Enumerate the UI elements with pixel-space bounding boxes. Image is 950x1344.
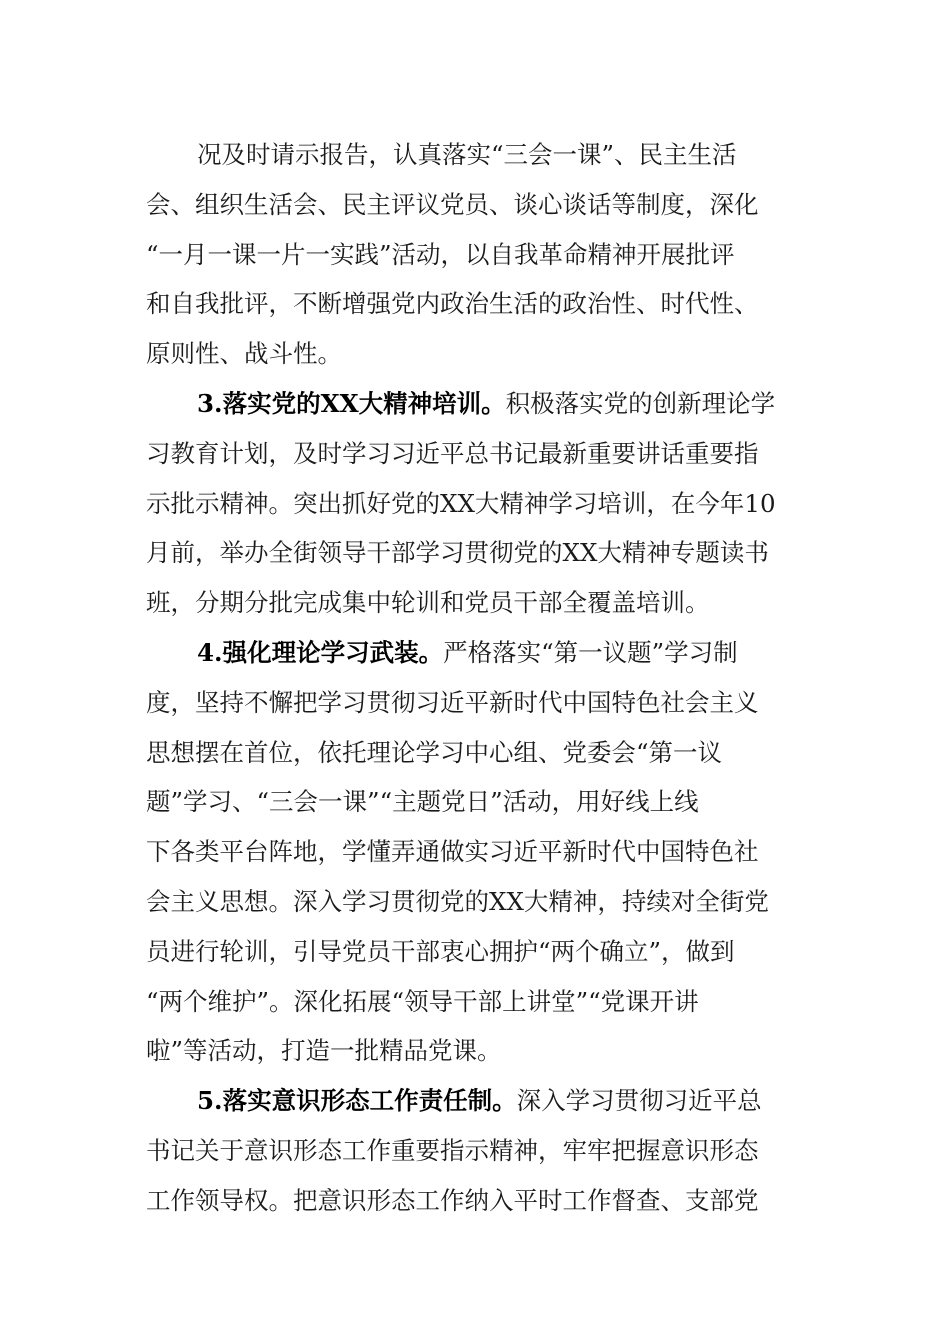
text-line (146, 628, 800, 678)
text-line: 班，分期分批完成集中轮训和党员干部全覆盖培训。 (146, 588, 710, 618)
text-line: 示批示精神。突出抓好党的XX大精神学习培训，在今年10 (146, 488, 776, 518)
text-line: “两个维护”。深化拓展“领导干部上讲堂”“党课开讲 (146, 986, 699, 1016)
text-line: 员进行轮训，引导党员干部衷心拥护“两个确立”，做到 (146, 936, 735, 966)
item-text: 深入学习贯彻习近平总 (516, 1086, 762, 1116)
text-line: 啦”等活动，打造一批精品党课。 (146, 1036, 502, 1066)
text-line (146, 379, 800, 429)
text-line: 下各类平台阵地，学懂弄通做实习近平新时代中国特色社 (146, 837, 759, 867)
paragraph-item-4 (146, 628, 800, 1076)
text-line: 会、组织生活会、民主评议党员、谈心谈话等制度，深化 (146, 189, 759, 219)
paragraph-item-5 (146, 1076, 800, 1225)
item-heading: 5.落实意识形态工作责任制。 (197, 1086, 517, 1116)
paragraph-item-3 (146, 379, 800, 628)
item-text: 严格落实“第一议题”学习制 (443, 637, 738, 667)
text-line: 度，坚持不懈把学习贯彻习近平新时代中国特色社会主义 (146, 687, 759, 717)
text-line (146, 1076, 800, 1126)
document-body (146, 130, 800, 1226)
text-line: 工作领导权。把意识形态工作纳入平时工作督查、支部党 (146, 1185, 759, 1215)
text-line: 书记关于意识形态工作重要指示精神，牢牢把握意识形态 (146, 1135, 759, 1165)
paragraph-continuation (146, 130, 800, 379)
text-line: 习教育计划，及时学习习近平总书记最新重要讲话重要指 (146, 438, 759, 468)
item-heading: 3.落实党的XX大精神培训。 (197, 388, 506, 418)
text-line: 况及时请示报告，认真落实“三会一课”、民主生活 (197, 140, 737, 169)
text-line: 月前，举办全街领导干部学习贯彻党的XX大精神专题读书 (146, 538, 769, 568)
text-line: 题”学习、“三会一课”“主题党日”活动，用好线上线 (146, 787, 699, 817)
item-text: 积极落实党的创新理论学 (505, 388, 776, 418)
text-line: 原则性、战斗性。 (146, 339, 342, 369)
text-line: 会主义思想。深入学习贯彻党的XX大精神，持续对全街党 (146, 886, 769, 916)
text-line: “一月一课一片一实践”活动，以自我革命精神开展批评 (146, 239, 735, 269)
text-line: 和自我批评，不断增强党内政治生活的政治性、时代性、 (146, 289, 759, 319)
item-heading: 4.强化理论学习武装。 (197, 637, 444, 667)
text-line: 思想摆在首位，依托理论学习中心组、党委会“第一议 (146, 737, 723, 767)
